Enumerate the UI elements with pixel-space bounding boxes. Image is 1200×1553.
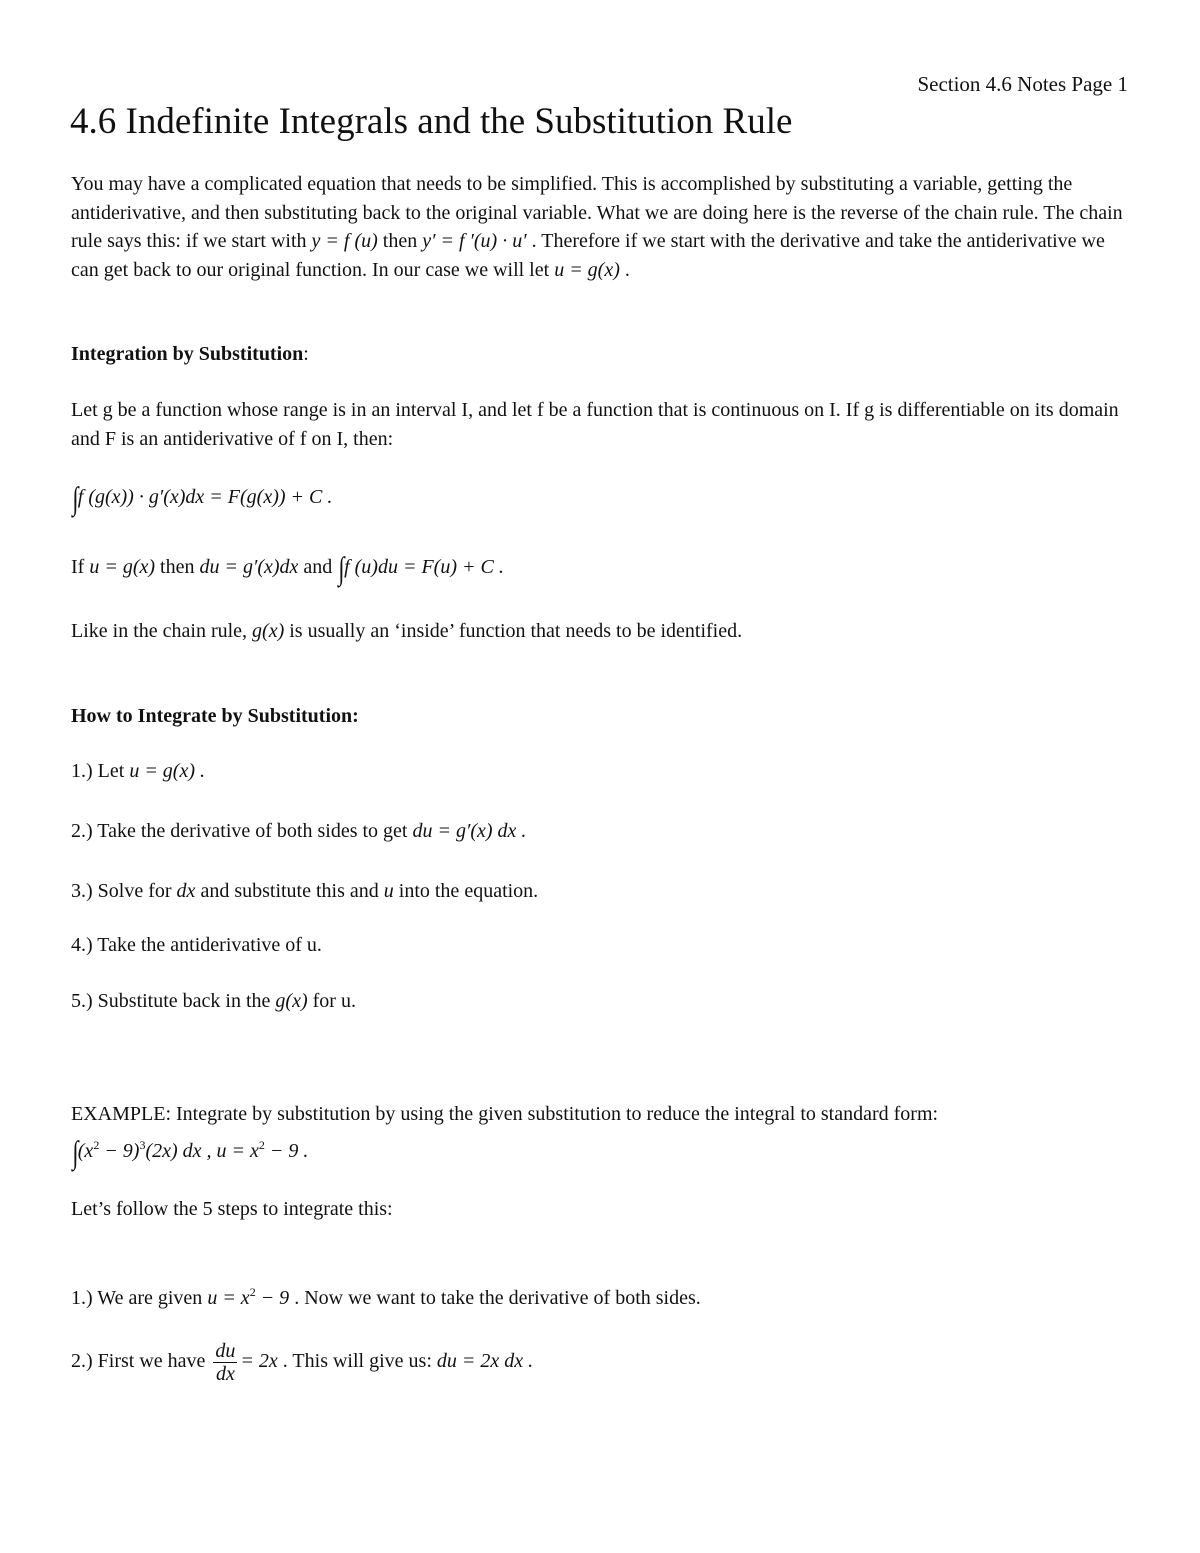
step-3-text-2: and substitute this and [195, 880, 384, 902]
integral-sign-icon: ∫ [72, 480, 79, 516]
intro-text-2: then [377, 230, 423, 252]
step-2-text: 2.) Take the derivative of both sides to get [71, 820, 413, 842]
intro-text-4: . [619, 258, 630, 281]
fraction-denominator: dx [215, 1363, 235, 1385]
formula-2-if: If [71, 556, 90, 578]
example-intro: EXAMPLE: Integrate by substitution by using the given substitution to reduce the integral to standard form: [71, 1103, 939, 1125]
step-5 [71, 990, 356, 1013]
ex-step-1-rest: − 9 [255, 1287, 290, 1309]
section-heading-integration [71, 343, 309, 366]
step-5-text-2: for u. [307, 990, 356, 1012]
theorem-statement: Let g be a function whose range is in an interval I, and let f be a function that is continuous on I. If g is differentiable on its domain and F is an antiderivative of f on I, then: [71, 399, 1119, 450]
step-3-text-3: into the equation. [393, 880, 539, 902]
intro-text-3: . Therefore if we start with the derivative and take the antiderivative we can get back to our original function. In our case we will let [71, 230, 1105, 281]
formula-2-integral: f (u)du = F(u) + C . [344, 556, 504, 578]
formula-2-u: u = g(x) [89, 556, 156, 578]
ef-d: − 9 . [264, 1140, 309, 1162]
u-definition: u = g(x) [554, 258, 620, 281]
ex-step-1-text: 1.) We are given [71, 1287, 208, 1309]
chain-rule-start: y = f (u) [311, 230, 378, 252]
integral-sign-icon: ∫ [338, 550, 345, 586]
ef-a: (x [77, 1140, 94, 1162]
step-1 [71, 760, 205, 783]
step-3-text-1: 3.) Solve for [71, 880, 177, 902]
step-1-text: 1.) Let [71, 760, 130, 782]
ex-step-2-text: 2.) First we have [71, 1350, 211, 1373]
chain-note-text-2: is usually an ‘inside’ function that needs to be identified. [284, 620, 743, 642]
intro-paragraph [71, 170, 1131, 284]
chain-note-gx: g(x) [252, 620, 285, 642]
ex-step-2-du: du = 2x dx . [436, 1350, 534, 1373]
ef-c: (2x) dx , u = x [145, 1140, 259, 1162]
ef-exp-3: 2 [258, 1138, 265, 1152]
step-5-text-1: 5.) Substitute back in the [71, 990, 276, 1012]
formula-2-du: du = g′(x)dx [199, 556, 299, 578]
step-3-dx: dx [176, 880, 196, 902]
heading-colon: : [303, 343, 309, 365]
ef-exp-1: 2 [93, 1138, 100, 1152]
step-3 [71, 880, 538, 903]
chain-rule-note [71, 620, 742, 643]
integral-sign-icon: ∫ [72, 1134, 79, 1170]
example-step-1 [71, 1285, 701, 1310]
example-follow: Let’s follow the 5 steps to integrate this: [71, 1198, 393, 1220]
step-2-math: du = g′(x) dx . [412, 820, 527, 842]
derivative-fraction [213, 1340, 237, 1385]
fraction-numerator: du [215, 1340, 236, 1362]
example-step-2 [71, 1340, 533, 1385]
step-1-math: u = g(x) . [129, 760, 206, 782]
ef-exp-2: 3 [139, 1138, 146, 1152]
heading-text: Integration by Substitution [71, 343, 304, 365]
ex-step-2-text-2: . This will give us: [277, 1350, 437, 1373]
ex-step-2-rhs: = 2x [240, 1350, 278, 1373]
step-2 [71, 820, 526, 843]
page-title: 4.6 Indefinite Integrals and the Substitution Rule [70, 101, 793, 142]
ex-step-1-text-2: . Now we want to take the derivative of both sides. [289, 1287, 701, 1309]
chain-note-text-1: Like in the chain rule, [71, 620, 253, 642]
formula-2 [71, 550, 504, 587]
formula-1 [71, 480, 332, 517]
formula-2-and: and [298, 556, 338, 578]
formula-2-then: then [155, 556, 200, 578]
ex-step-1-u: u = x [207, 1287, 250, 1309]
ex-step-1-exp: 2 [249, 1285, 256, 1299]
step-5-gx: g(x) [275, 990, 308, 1012]
intro-text-1: You may have a complicated equation that needs to be simplified. This is accomplished by substituting a variable, getting the antiderivative, and then substituting back to the original variable. What we are doing here is the reverse of the chain rule. The chain rule says this: if we start with [71, 173, 1123, 252]
page-header: Section 4.6 Notes Page 1 [917, 72, 1128, 96]
ef-b: − 9) [99, 1140, 140, 1162]
section-heading-howto: How to Integrate by Substitution: [71, 705, 359, 727]
formula-1-body: f (g(x)) · g′(x)dx = F(g(x)) + C . [77, 486, 333, 508]
chain-rule-derivative: y′ = f ′(u) · u′ [422, 230, 527, 252]
step-4: 4.) Take the antiderivative of u. [71, 934, 322, 956]
example-formula [71, 1134, 308, 1171]
step-3-u: u [383, 880, 394, 902]
